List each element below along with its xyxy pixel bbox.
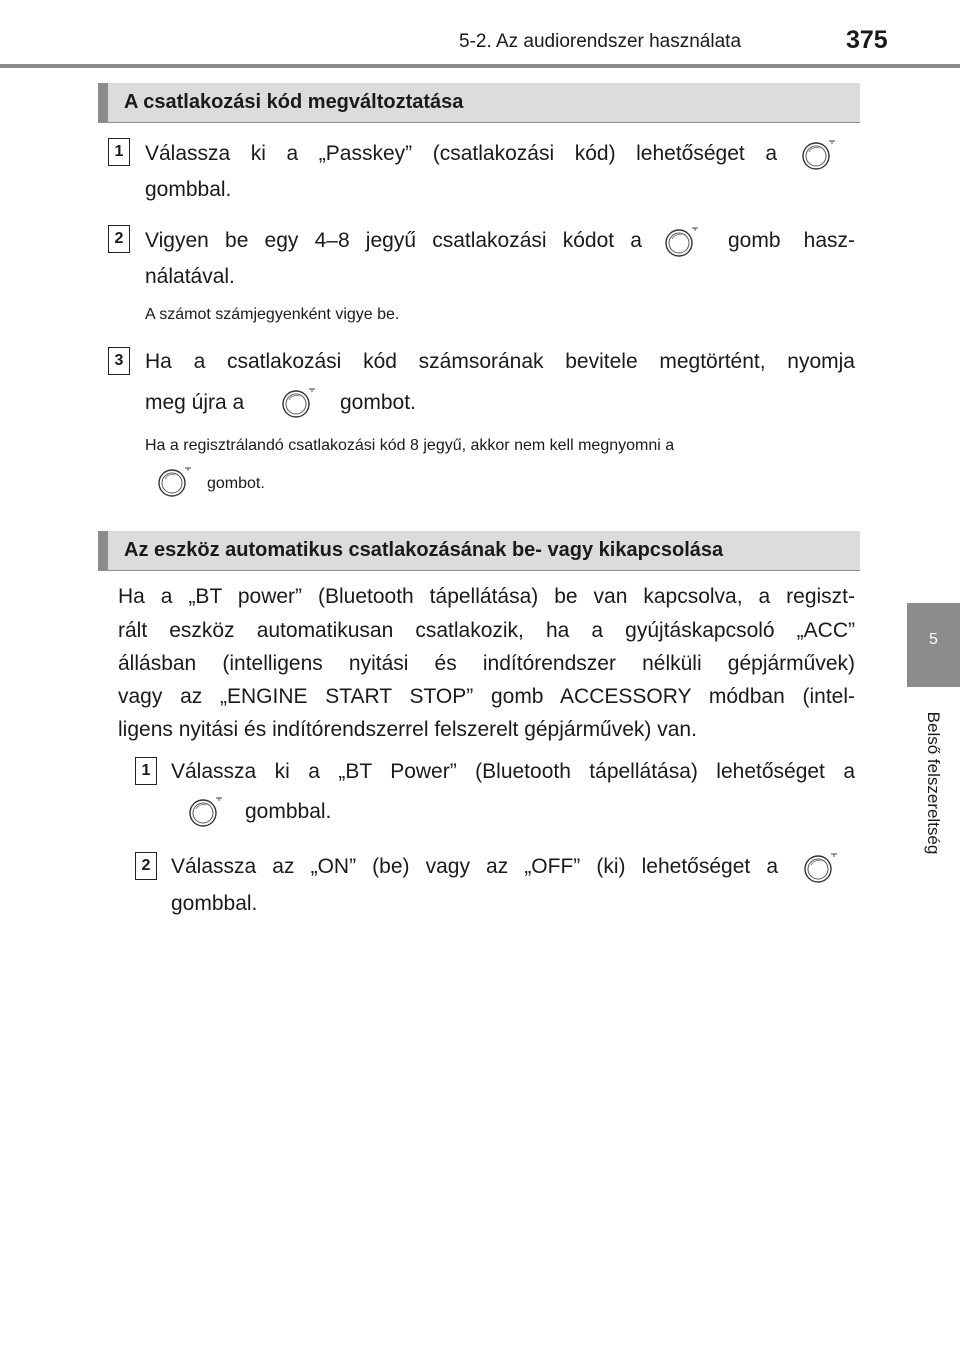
running-header: 5-2. Az audiorendszer használata: [459, 31, 742, 52]
step-text: Válassza ki a „Passkey” (csatlakozási kód) lehetőséget a: [145, 142, 777, 165]
chapter-tab: [907, 603, 960, 687]
step-text: Válassza ki a „BT Power” (Bluetooth tápellátása) lehetőséget a: [171, 760, 855, 783]
step-text: gombbal.: [171, 892, 258, 915]
step-number: 2: [108, 225, 130, 253]
step-note: Ha a regisztrálandó csatlakozási kód 8 jegyű, akkor nem kell megnyomni a: [145, 437, 675, 454]
step-text: gombot.: [340, 391, 416, 414]
section-title: A csatlakozási kód megváltoztatása: [124, 91, 464, 113]
tune-select-knob-icon: [663, 227, 701, 261]
step-note: gombot.: [207, 475, 265, 492]
paragraph-line: rált eszköz automatikusan csatlakozik, ha a gyújtáskapcsoló „ACC”: [118, 619, 855, 642]
chapter-label: Belső felszereltség: [924, 711, 943, 855]
page-number: 375: [846, 26, 888, 54]
step-number: 1: [135, 757, 157, 785]
step-number: 1: [108, 138, 130, 166]
paragraph-line: állásban (intelligens nyitási és indítórendszer nélküli gépjárművek): [118, 652, 855, 675]
paragraph-line: Ha a „BT power” (Bluetooth tápellátása) be van kapcsolva, a regiszt-: [118, 585, 855, 608]
section-heading-passkey: [98, 83, 860, 123]
step-number: 3: [108, 347, 130, 375]
step-text: Vigyen be egy 4–8 jegyű csatlakozási kódot a: [145, 229, 642, 252]
step-text: nálatával.: [145, 265, 235, 288]
chapter-number: 5: [929, 631, 938, 648]
step-note: A számot számjegyenként vigye be.: [145, 306, 400, 323]
tune-select-knob-icon: [156, 467, 194, 501]
paragraph-line: ligens nyitási és indítórendszerrel felszerelt gépjárművek) van.: [118, 718, 697, 741]
step-text: gomb hasz-: [728, 229, 855, 252]
step-text: Ha a csatlakozási kód számsorának bevitele megtörtént, nyomja: [145, 350, 855, 373]
tune-select-knob-icon: [802, 853, 840, 887]
step-text: gombbal.: [145, 178, 232, 201]
step-text: meg újra a: [145, 391, 245, 414]
step-number: 2: [135, 852, 157, 880]
tune-select-knob-icon: [187, 797, 225, 831]
paragraph-line: vagy az „ENGINE START STOP” gomb ACCESSORY módban (intel-: [118, 685, 855, 708]
step-text: Válassza az „ON” (be) vagy az „OFF” (ki) lehetőséget a: [171, 855, 778, 878]
section-heading-auto-connect: [98, 531, 860, 571]
header-rule: [0, 64, 960, 68]
tune-select-knob-icon: [280, 388, 318, 422]
tune-select-knob-icon: [800, 140, 838, 174]
step-text: gombbal.: [245, 800, 332, 823]
section-title: Az eszköz automatikus csatlakozásának be- vagy kikapcsolása: [124, 539, 724, 561]
